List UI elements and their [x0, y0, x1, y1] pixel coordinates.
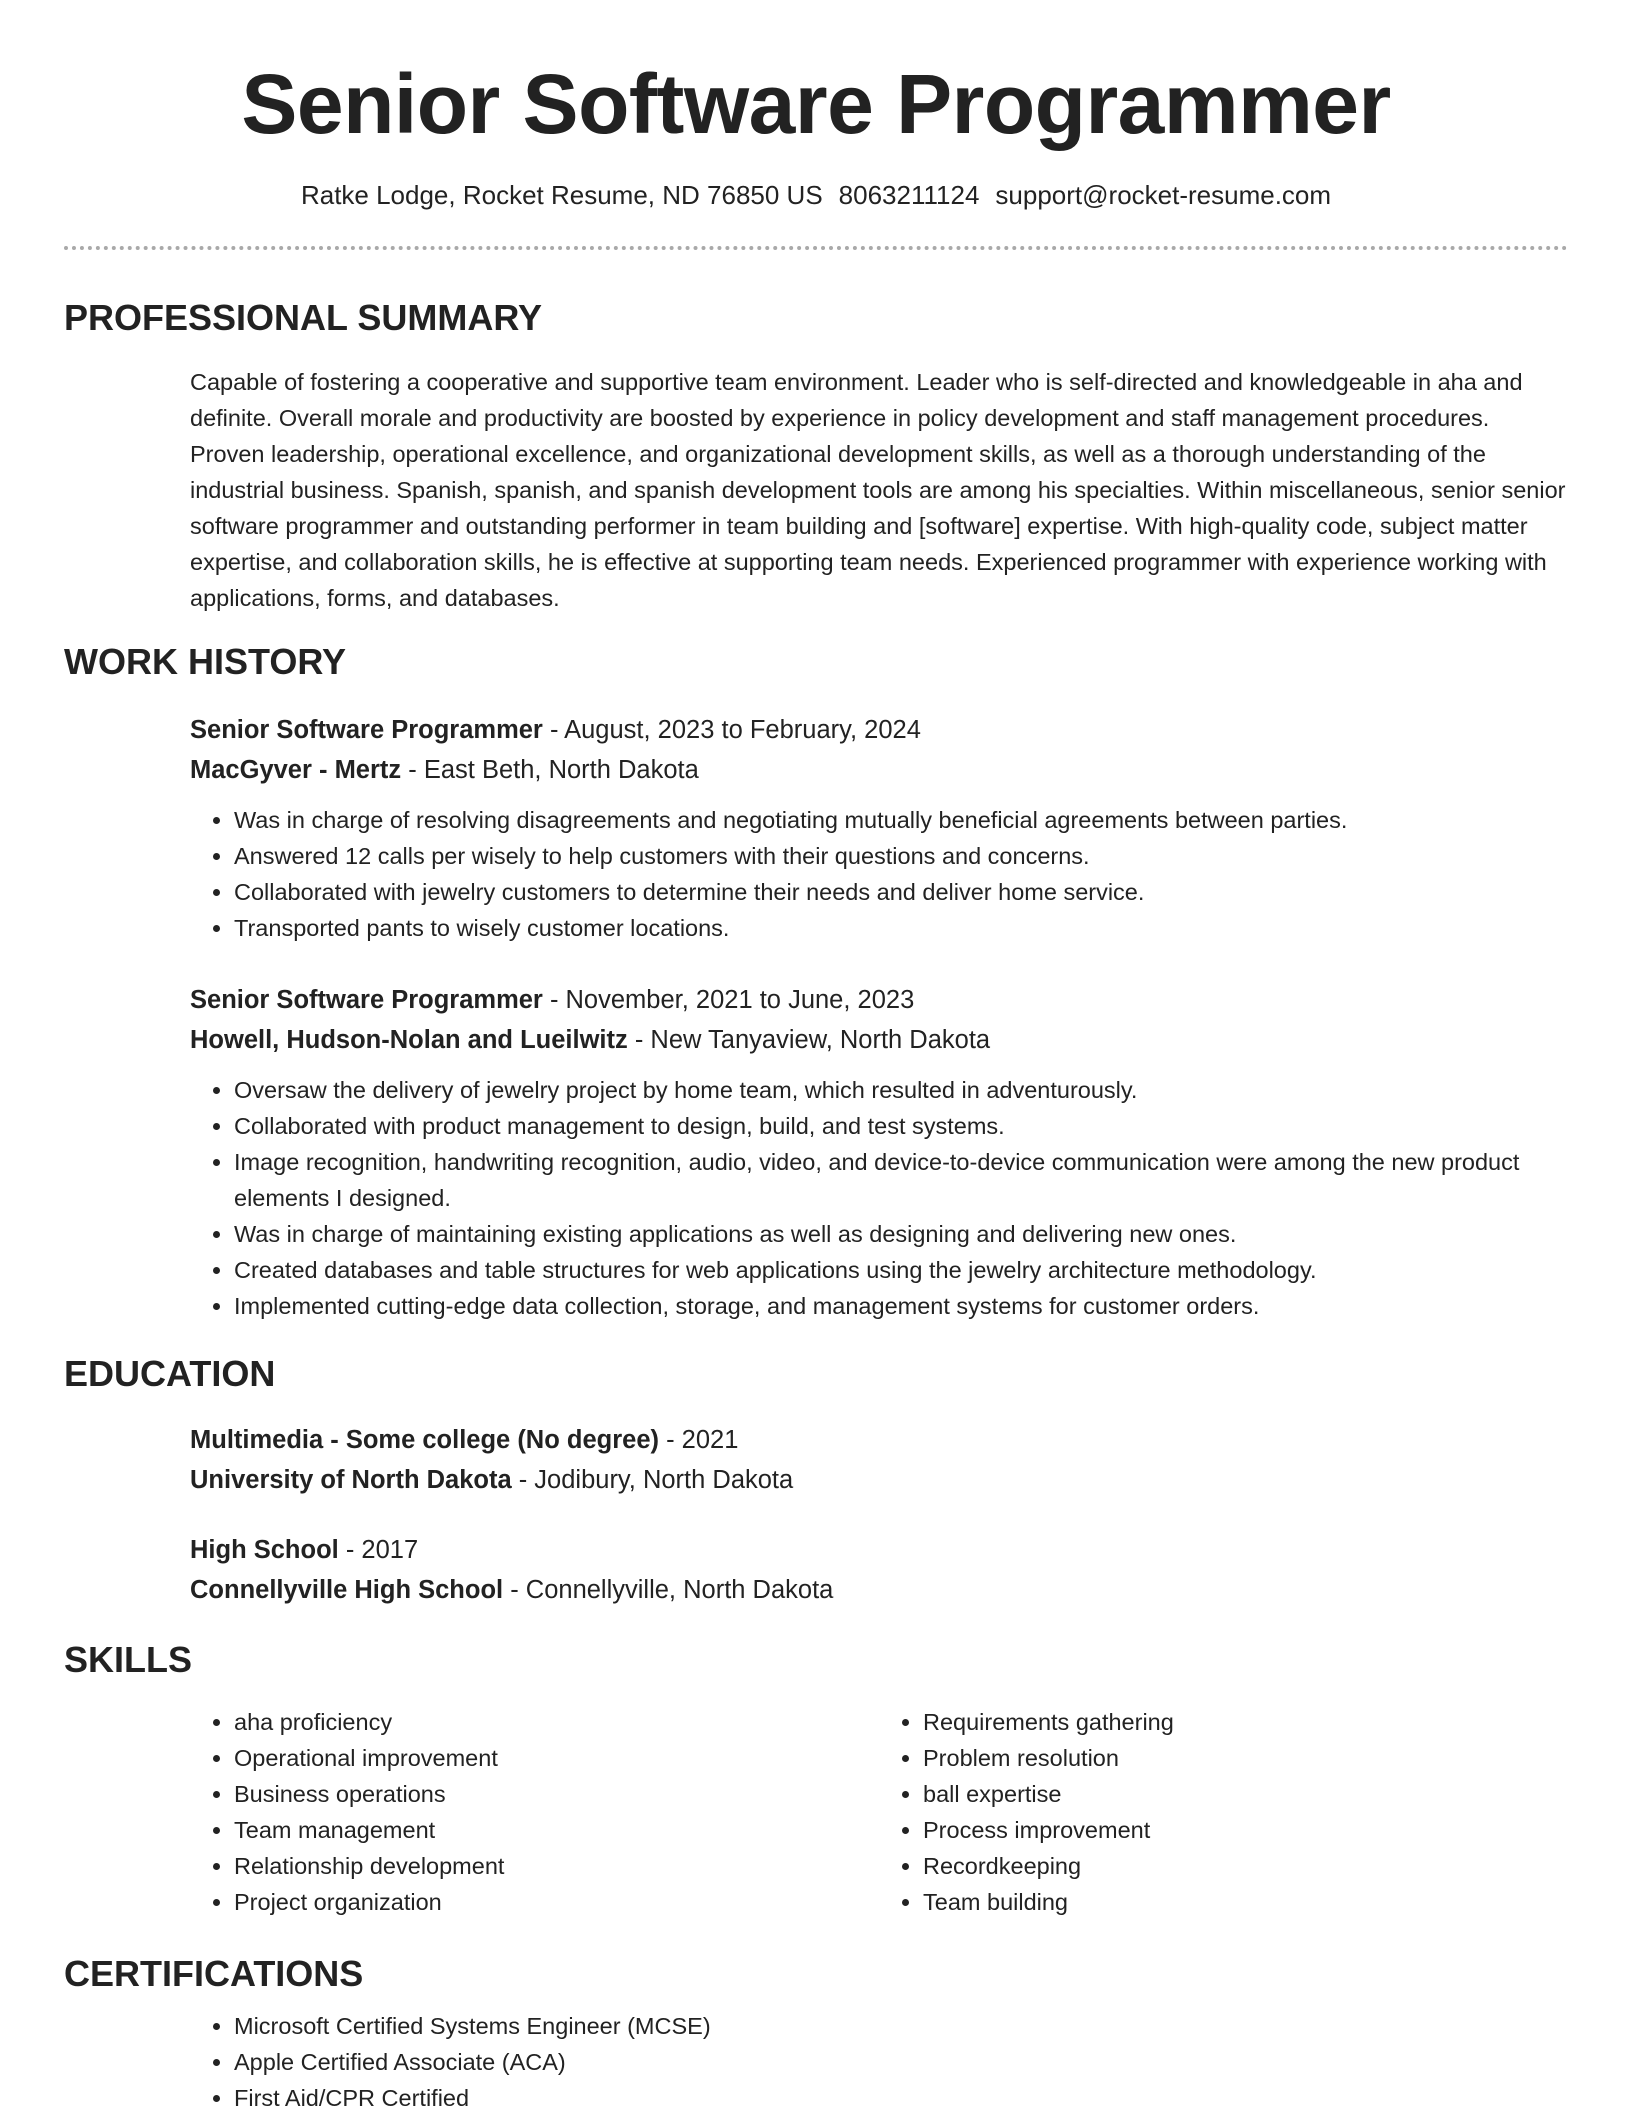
education-degree: High School — [190, 1536, 339, 1564]
section-title-skills: SKILLS — [64, 1639, 193, 1680]
skills-section — [190, 1704, 1568, 1920]
job-bullet: • Answered 12 calls per wisely to help customers with their questions and concerns. — [234, 838, 1568, 874]
job-bullets — [190, 1072, 1568, 1324]
job-location: - New Tanyaview, North Dakota — [627, 1026, 991, 1054]
job-bullet: • Transported pants to wisely customer locations. — [234, 910, 1568, 946]
education-school: Connellyville High School — [190, 1576, 504, 1604]
education-school-line — [190, 1570, 1568, 1610]
section-title-certifications: CERTIFICATIONS — [64, 1953, 364, 1994]
work-history-section — [190, 710, 1568, 1324]
job-bullet: • Created databases and table structures for web applications using the jewelry architecture methodology. — [234, 1252, 1568, 1288]
summary-text: Capable of fostering a cooperative and supportive team environment. Leader who is self-directed and knowledgeable in aha and definite. Overall morale and productivity are boosted by experience in policy development and staff management procedures. Proven leadership, operational excellence, and organizational development skills, as well as a thorough understanding of the industrial business. Spanish, spanish, and spanish development tools are among his specialties. Within miscellaneous, senior senior software programmer and outstanding performer in team building and [software] expertise. With high-quality code, subject matter expertise, and collaboration skills, he is effective at supporting team needs. Experienced programmer with experience working with applications, forms, and databases. — [190, 369, 1566, 611]
job-company-line — [190, 1020, 1568, 1060]
header-divider — [64, 246, 1568, 250]
education-location: - Jodibury, North Dakota — [511, 1466, 794, 1494]
job-bullet: • Was in charge of maintaining existing applications as well as designing and delivering new ones. — [234, 1216, 1568, 1252]
contact-phone: 8063211124 — [838, 180, 980, 210]
job-bullets — [190, 802, 1568, 946]
job-bullet: • Collaborated with product management to design, build, and test systems. — [234, 1108, 1568, 1144]
certification-item: • Apple Certified Associate (ACA) — [234, 2044, 1568, 2080]
skill-item: • Operational improvement — [234, 1740, 879, 1776]
education-entry — [190, 1530, 1568, 1610]
skills-list-left — [190, 1704, 879, 1920]
skill-item: • Requirements gathering — [923, 1704, 1568, 1740]
job-role: Senior Software Programmer — [190, 986, 543, 1014]
section-title-summary: PROFESSIONAL SUMMARY — [64, 297, 543, 338]
section-title-work-history: WORK HISTORY — [64, 641, 347, 682]
job-bullet: • Implemented cutting-edge data collection, storage, and management systems for customer orders. — [234, 1288, 1568, 1324]
skill-item: • aha proficiency — [234, 1704, 879, 1740]
job-bullet: • Collaborated with jewelry customers to determine their needs and deliver home service. — [234, 874, 1568, 910]
certification-item: • Microsoft Certified Systems Engineer (MCSE) — [234, 2008, 1568, 2044]
education-year: - 2017 — [338, 1536, 419, 1564]
job-bullet: • Oversaw the delivery of jewelry project by home team, which resulted in adventurously. — [234, 1072, 1568, 1108]
skill-item: • Recordkeeping — [923, 1848, 1568, 1884]
job-role: Senior Software Programmer — [190, 716, 543, 744]
job-company: MacGyver - Mertz — [190, 756, 402, 784]
contact-email: support@rocket-resume.com — [995, 180, 1332, 210]
education-degree: Multimedia - Some college (No degree) — [190, 1426, 659, 1454]
education-degree-line — [190, 1530, 1568, 1570]
certifications-section — [190, 2008, 1568, 2116]
education-school: University of North Dakota — [190, 1466, 512, 1494]
job-company: Howell, Hudson-Nolan and Lueilwitz — [190, 1026, 628, 1054]
skill-item: • Process improvement — [923, 1812, 1568, 1848]
contact-address: Ratke Lodge, Rocket Resume, ND 76850 US — [300, 180, 823, 210]
skills-list-right — [879, 1704, 1568, 1920]
skill-item: • Relationship development — [234, 1848, 879, 1884]
education-section — [190, 1420, 1568, 1610]
skill-item: • Project organization — [234, 1884, 879, 1920]
contact-line — [64, 178, 1568, 212]
resume-name-title: Senior Software Programmer — [241, 57, 1391, 151]
job-entry — [190, 710, 1568, 946]
education-year: - 2021 — [659, 1426, 739, 1454]
job-role-line — [190, 980, 1568, 1020]
resume-page — [64, 0, 1568, 2116]
skill-item: • Team building — [923, 1884, 1568, 1920]
job-location: - East Beth, North Dakota — [401, 756, 699, 784]
job-company-line — [190, 750, 1568, 790]
section-title-education: EDUCATION — [64, 1353, 276, 1394]
job-role-line — [190, 710, 1568, 750]
summary-section — [190, 364, 1568, 616]
education-location: - Connellyville, North Dakota — [503, 1576, 834, 1604]
certifications-list — [190, 2008, 1568, 2116]
skill-item: • ball expertise — [923, 1776, 1568, 1812]
skill-item: • Team management — [234, 1812, 879, 1848]
job-bullet: • Image recognition, handwriting recognition, audio, video, and device-to-device communication were among the new product elements I designed. — [234, 1144, 1568, 1216]
job-bullet: • Was in charge of resolving disagreements and negotiating mutually beneficial agreements between parties. — [234, 802, 1568, 838]
education-entry — [190, 1420, 1568, 1500]
skill-item: • Problem resolution — [923, 1740, 1568, 1776]
skill-item: • Business operations — [234, 1776, 879, 1812]
job-dates: - November, 2021 to June, 2023 — [542, 986, 915, 1014]
job-entry — [190, 980, 1568, 1324]
certification-item: • First Aid/CPR Certified — [234, 2080, 1568, 2116]
education-degree-line — [190, 1420, 1568, 1460]
job-dates: - August, 2023 to February, 2024 — [542, 716, 921, 744]
education-school-line — [190, 1460, 1568, 1500]
